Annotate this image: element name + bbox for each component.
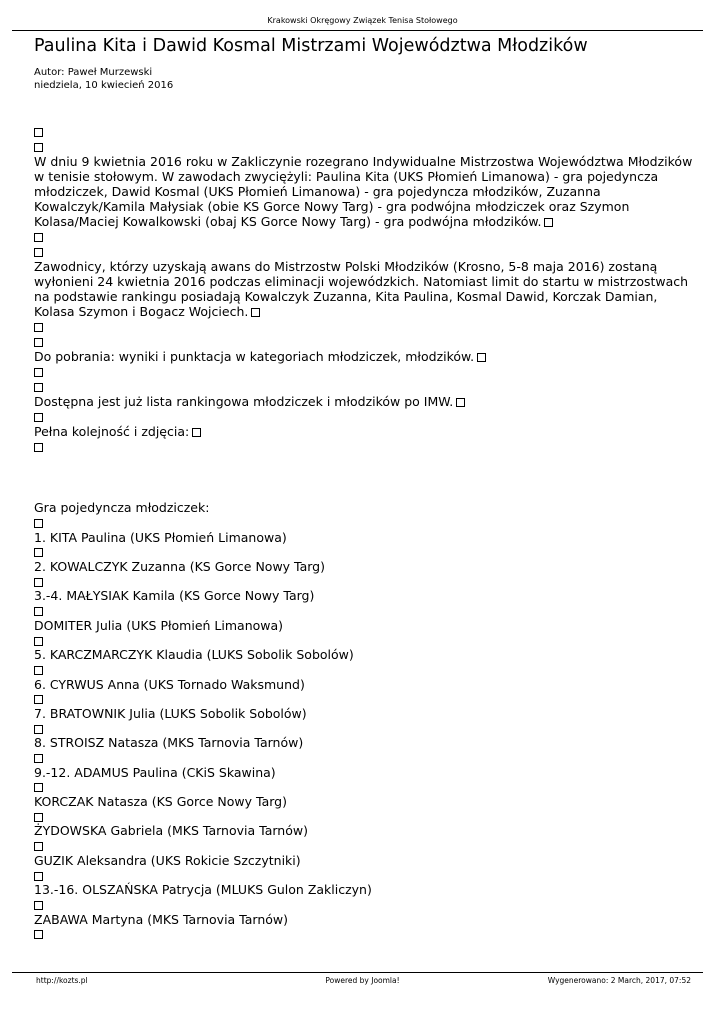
missing-glyph-box-icon bbox=[34, 413, 43, 422]
result-entry: KORCZAK Natasza (KS Gorce Nowy Targ) bbox=[34, 794, 287, 810]
result-entry: ŻYDOWSKA Gabriela (MKS Tarnovia Tarnów) bbox=[34, 823, 308, 839]
ranking-text: Dostępna jest już lista rankingowa młodziczek i młodzików po IMW. bbox=[34, 394, 454, 409]
result-entry: 2. KOWALCZYK Zuzanna (KS Gorce Nowy Targ) bbox=[34, 559, 325, 575]
footer-divider bbox=[12, 972, 703, 973]
missing-glyph-box-icon bbox=[456, 398, 465, 407]
paragraph-text: Zawodnicy, którzy uzyskają awans do Mistrzostw Polski Młodzików (Krosno, 5-8 maja 2016) zostaną wyłonieni 24 kwietnia 2016 podczas eliminacji wojewódzkich. Natomiast limit do startu w mistrzostwach na podstawie rankingu posiadają Kowalczyk Zuzanna, Kita Paulina, Kosmal Dawid, Korczak Damian, Kolasa Szymon i Bogacz Wojciech. bbox=[34, 259, 689, 319]
missing-glyph-box-icon bbox=[251, 308, 260, 317]
image-gap bbox=[34, 454, 694, 500]
result-entry: 3.-4. MAŁYSIAK Kamila (KS Gorce Nowy Targ) bbox=[34, 588, 315, 604]
results-list bbox=[34, 515, 694, 941]
article-body bbox=[34, 124, 694, 941]
missing-glyph-box-icon bbox=[34, 383, 43, 392]
result-entry: ZABAWA Martyna (MKS Tarnovia Tarnów) bbox=[34, 911, 288, 927]
missing-glyph-box-icon bbox=[34, 578, 43, 587]
missing-glyph-box-icon bbox=[192, 428, 201, 437]
missing-glyph-box-icon bbox=[34, 548, 43, 557]
missing-glyph-box-icon bbox=[34, 368, 43, 377]
missing-glyph-box-icon bbox=[34, 323, 43, 332]
ranking-line bbox=[34, 394, 694, 409]
footer-generated: Wygenerowano: 2 March, 2017, 07:52 bbox=[547, 976, 691, 985]
missing-glyph-box-icon bbox=[34, 872, 43, 881]
full-results-text: Pełna kolejność i zdjęcia: bbox=[34, 424, 190, 439]
missing-glyph-box-icon bbox=[34, 443, 43, 452]
header-divider bbox=[12, 30, 703, 31]
site-header: Krakowski Okręgowy Związek Tenisa Stołowego bbox=[267, 16, 458, 25]
result-entry: 1. KITA Paulina (UKS Płomień Limanowa) bbox=[34, 529, 287, 545]
paragraph-qualification bbox=[34, 259, 694, 319]
missing-glyph-box-icon bbox=[34, 695, 43, 704]
result-entry: 5. KARCZMARCZYK Klaudia (LUKS Sobolik Sobolów) bbox=[34, 647, 354, 663]
full-results-line bbox=[34, 424, 694, 439]
missing-glyph-box-icon bbox=[34, 338, 43, 347]
result-entry: GUZIK Aleksandra (UKS Rokicie Szczytniki) bbox=[34, 852, 301, 868]
missing-glyph-box-icon bbox=[34, 930, 43, 939]
footer-url: http://kozts.pl bbox=[36, 976, 88, 985]
article-title: Paulina Kita i Dawid Kosmal Mistrzami Województwa Młodzików bbox=[34, 36, 588, 56]
date-line: niedziela, 10 kwiecień 2016 bbox=[34, 79, 174, 91]
missing-glyph-box-icon bbox=[477, 353, 486, 362]
result-entry: 6. CYRWUS Anna (UKS Tornado Waksmund) bbox=[34, 676, 305, 692]
result-entry: 8. STROISZ Natasza (MKS Tarnovia Tarnów) bbox=[34, 735, 304, 751]
missing-glyph-box-icon bbox=[34, 637, 43, 646]
section-heading: Gra pojedyncza młodziczek: bbox=[34, 500, 210, 515]
missing-glyph-box-icon bbox=[34, 783, 43, 792]
missing-glyph-box-icon bbox=[34, 666, 43, 675]
missing-glyph-box-icon bbox=[34, 248, 43, 257]
missing-glyph-box-icon bbox=[34, 842, 43, 851]
result-entry: 9.-12. ADAMUS Paulina (CKiS Skawina) bbox=[34, 764, 276, 780]
footer-powered-by: Powered by Joomla! bbox=[325, 976, 400, 985]
author-line: Autor: Paweł Murzewski bbox=[34, 67, 153, 78]
missing-glyph-box-icon bbox=[34, 519, 43, 528]
missing-glyph-box-icon bbox=[34, 233, 43, 242]
article-meta bbox=[34, 67, 173, 92]
missing-glyph-box-icon bbox=[34, 754, 43, 763]
download-text: Do pobrania: wyniki i punktacja w kategoriach młodziczek, młodzików. bbox=[34, 349, 475, 364]
missing-glyph-box-icon bbox=[34, 128, 43, 137]
result-entry: 7. BRATOWNIK Julia (LUKS Sobolik Sobolów) bbox=[34, 705, 307, 721]
paragraph-results-summary bbox=[34, 154, 694, 229]
missing-glyph-box-icon bbox=[34, 143, 43, 152]
missing-glyph-box-icon bbox=[34, 901, 43, 910]
missing-glyph-box-icon bbox=[34, 725, 43, 734]
missing-glyph-box-icon bbox=[34, 813, 43, 822]
result-entry: DOMITER Julia (UKS Płomień Limanowa) bbox=[34, 617, 284, 633]
missing-glyph-box-icon bbox=[544, 218, 553, 227]
result-entry: 13.-16. OLSZAŃSKA Patrycja (MLUKS Gulon Zakliczyn) bbox=[34, 882, 372, 898]
download-line bbox=[34, 349, 694, 364]
paragraph-text: W dniu 9 kwietnia 2016 roku w Zakliczynie rozegrano Indywidualne Mistrzostwa Województwa Młodzików w tenisie stołowym. W zawodach zwyciężyli: Paulina Kita (UKS Płomień Limanowa) - gra pojedyncza młodziczek, Dawid Kosmal (UKS Płomień Limanowa) - gra pojedyncza młodzików, Zuzanna Kowalczyk/Kamila Małysiak (obie KS Gorce Nowy Targ) - gra podwójna młodziczek oraz Szymon Kolasa/Maciej Kowalkowski (obaj KS Gorce Nowy Targ) - gra podwójna młodzików. bbox=[34, 154, 693, 229]
missing-glyph-box-icon bbox=[34, 607, 43, 616]
